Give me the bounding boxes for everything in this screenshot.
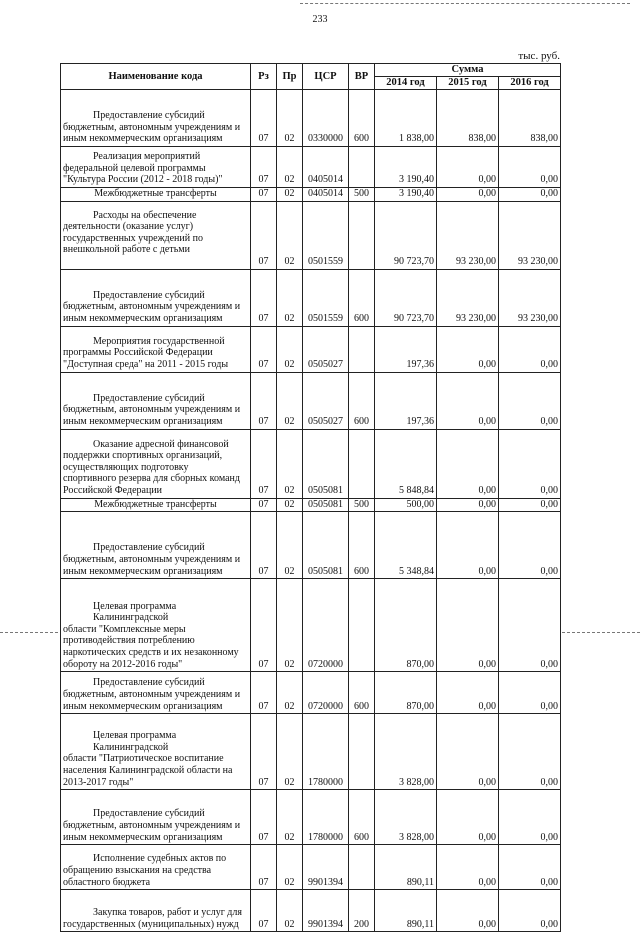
row-2015: 93 230,00 xyxy=(437,201,499,269)
row-2015: 0,00 xyxy=(437,579,499,672)
row-name-line: иным некоммерческим организациям xyxy=(63,700,223,712)
row-name xyxy=(61,672,251,714)
row-pr: 02 xyxy=(277,372,303,429)
header-pr: Пр xyxy=(277,64,303,90)
row-name-line: Предоставление субсидий xyxy=(93,110,205,122)
row-vr: 500 xyxy=(349,188,375,202)
row-pr: 02 xyxy=(277,201,303,269)
row-2015: 0,00 xyxy=(437,188,499,202)
row-rz: 07 xyxy=(251,672,277,714)
row-csr: 0501559 xyxy=(303,201,349,269)
row-name-line: бюджетным, автономным учреждениям и xyxy=(63,301,241,313)
row-rz: 07 xyxy=(251,498,277,512)
row-name-line xyxy=(63,381,248,393)
row-name-line: Российской Федерации xyxy=(63,485,163,496)
row-name-line: Целевая программа Калининградской xyxy=(93,730,177,753)
row-rz: 07 xyxy=(251,845,277,890)
row-vr xyxy=(349,714,375,790)
row-name xyxy=(61,372,251,429)
table-body xyxy=(61,90,561,932)
row-2016: 0,00 xyxy=(499,372,561,429)
row-rz: 07 xyxy=(251,512,277,579)
row-name-line: Расходы на обеспечение xyxy=(93,209,197,221)
row-rz: 07 xyxy=(251,714,277,790)
header-csr: ЦСР xyxy=(303,64,349,90)
row-name-line: государственных (муниципальных) нужд xyxy=(63,918,239,930)
table-row xyxy=(61,188,561,202)
row-csr: 0405014 xyxy=(303,147,349,188)
row-vr xyxy=(349,579,375,672)
row-csr: 0505081 xyxy=(303,498,349,512)
row-2016: 0,00 xyxy=(499,672,561,714)
row-name-line: бюджетным, автономным учреждениям и xyxy=(63,554,241,565)
row-name-line: Межбюджетные трансферты xyxy=(94,498,217,510)
row-pr: 02 xyxy=(277,147,303,188)
row-name-line: Предоставление субсидий xyxy=(93,542,205,554)
row-name-line: государственных учреждений по xyxy=(63,232,203,244)
table-row xyxy=(61,372,561,429)
row-2016: 0,00 xyxy=(499,579,561,672)
row-name xyxy=(61,512,251,579)
row-csr: 1780000 xyxy=(303,714,349,790)
row-rz: 07 xyxy=(251,188,277,202)
row-vr: 600 xyxy=(349,512,375,579)
row-2015: 0,00 xyxy=(437,512,499,579)
row-2014: 3 828,00 xyxy=(375,790,437,845)
header-2014: 2014 год xyxy=(375,77,437,90)
row-2016: 0,00 xyxy=(499,188,561,202)
table-row xyxy=(61,714,561,790)
row-vr xyxy=(349,845,375,890)
row-pr: 02 xyxy=(277,498,303,512)
row-rz: 07 xyxy=(251,326,277,372)
row-vr: 500 xyxy=(349,498,375,512)
scan-line-right xyxy=(562,632,640,633)
row-2014: 1 838,00 xyxy=(375,90,437,147)
row-2016: 0,00 xyxy=(499,845,561,890)
row-name-line: иным некоммерческим организациям xyxy=(63,313,223,324)
header-vr: ВР xyxy=(349,64,375,90)
table-row xyxy=(61,845,561,890)
row-rz: 07 xyxy=(251,201,277,269)
row-csr: 0505081 xyxy=(303,512,349,579)
row-2014: 890,11 xyxy=(375,845,437,890)
row-pr: 02 xyxy=(277,188,303,202)
row-2015: 0,00 xyxy=(437,890,499,932)
row-name-line: осуществляющих подготовку xyxy=(63,461,189,473)
row-name-line: "Культура России (2012 - 2018 годы)" xyxy=(63,174,223,186)
row-2015: 0,00 xyxy=(437,372,499,429)
row-name xyxy=(61,790,251,845)
row-rz: 07 xyxy=(251,790,277,845)
row-rz: 07 xyxy=(251,372,277,429)
row-name xyxy=(61,845,251,890)
header-2015: 2015 год xyxy=(437,77,499,90)
row-name xyxy=(61,714,251,790)
row-name-line: федеральной целевой программы xyxy=(63,162,206,174)
row-name-line xyxy=(63,895,248,907)
row-name xyxy=(61,188,251,202)
row-name-line: противодействия потреблению xyxy=(63,635,195,647)
row-name-line: Мероприятия государственной xyxy=(93,335,225,347)
row-name-line: бюджетным, автономным учреждениям и xyxy=(63,404,241,416)
row-vr xyxy=(349,147,375,188)
row-csr: 0505081 xyxy=(303,429,349,498)
row-2016: 93 230,00 xyxy=(499,201,561,269)
table-row xyxy=(61,90,561,147)
row-rz: 07 xyxy=(251,579,277,672)
row-rz: 07 xyxy=(251,429,277,498)
row-2014: 197,36 xyxy=(375,372,437,429)
row-csr: 0405014 xyxy=(303,188,349,202)
row-pr: 02 xyxy=(277,890,303,932)
row-vr: 600 xyxy=(349,269,375,326)
row-2015: 0,00 xyxy=(437,498,499,512)
row-2015: 838,00 xyxy=(437,90,499,147)
row-pr: 02 xyxy=(277,512,303,579)
row-pr: 02 xyxy=(277,845,303,890)
header-sum: Сумма xyxy=(375,64,561,77)
row-vr: 200 xyxy=(349,890,375,932)
row-name xyxy=(61,201,251,269)
row-name-line xyxy=(63,797,248,809)
row-name-line: бюджетным, автономным учреждениям и xyxy=(63,121,241,133)
row-name-line: области "Комплексные меры xyxy=(63,623,186,635)
row-name-line: спортивного резерва для сборных команд xyxy=(63,473,240,485)
row-2016: 0,00 xyxy=(499,714,561,790)
row-name-line xyxy=(63,256,248,268)
row-rz: 07 xyxy=(251,147,277,188)
row-2015: 0,00 xyxy=(437,147,499,188)
row-pr: 02 xyxy=(277,579,303,672)
row-2014: 197,36 xyxy=(375,326,437,372)
row-name-line: Предоставление субсидий xyxy=(93,677,205,689)
row-2016: 838,00 xyxy=(499,90,561,147)
row-vr xyxy=(349,326,375,372)
row-2014: 5 348,84 xyxy=(375,512,437,579)
row-name-line: Закупка товаров, работ и услуг для xyxy=(93,907,242,918)
scan-line-left xyxy=(0,632,58,633)
row-csr: 0720000 xyxy=(303,579,349,672)
row-name-line: иным некоммерческим организациям xyxy=(63,416,223,427)
row-name-line: наркотических средств и их незаконному xyxy=(63,647,239,658)
table-row xyxy=(61,429,561,498)
row-name-line: области "Патриотическое воспитание xyxy=(63,753,224,765)
row-name-line: Исполнение судебных актов по xyxy=(93,853,227,865)
row-pr: 02 xyxy=(277,790,303,845)
row-name xyxy=(61,498,251,512)
row-name-line: 2013-2017 годы" xyxy=(63,776,134,788)
row-2014: 890,11 xyxy=(375,890,437,932)
row-vr: 600 xyxy=(349,90,375,147)
row-pr: 02 xyxy=(277,714,303,790)
row-csr: 0720000 xyxy=(303,672,349,714)
row-name-line: иным некоммерческим организациям xyxy=(63,565,223,577)
row-name-line: Реализация мероприятий xyxy=(93,151,201,163)
row-vr: 600 xyxy=(349,790,375,845)
row-rz: 07 xyxy=(251,269,277,326)
row-2015: 0,00 xyxy=(437,790,499,845)
row-name-line: Оказание адресной финансовой xyxy=(93,438,229,450)
row-csr: 0501559 xyxy=(303,269,349,326)
row-2014: 5 848,84 xyxy=(375,429,437,498)
row-pr: 02 xyxy=(277,672,303,714)
row-csr: 0330000 xyxy=(303,90,349,147)
row-2016: 0,00 xyxy=(499,512,561,579)
row-name-line: внешкольной работе с детьми xyxy=(63,244,190,256)
row-2016: 0,00 xyxy=(499,498,561,512)
row-name-line: Целевая программа Калининградской xyxy=(93,600,177,624)
table-row xyxy=(61,890,561,932)
row-vr: 600 xyxy=(349,372,375,429)
row-2014: 500,00 xyxy=(375,498,437,512)
row-2015: 0,00 xyxy=(437,714,499,790)
row-name-line: программы Российской Федерации xyxy=(63,347,213,359)
row-name xyxy=(61,90,251,147)
row-2014: 3 190,40 xyxy=(375,147,437,188)
row-name-line xyxy=(63,531,248,543)
row-name-line: поддержки спортивных организаций, xyxy=(63,450,223,462)
row-name-line: Предоставление субсидий xyxy=(93,808,205,820)
table-row xyxy=(61,201,561,269)
row-2014: 90 723,70 xyxy=(375,269,437,326)
row-name-line: Межбюджетные трансферты xyxy=(94,188,217,199)
table-row xyxy=(61,672,561,714)
row-2016: 0,00 xyxy=(499,147,561,188)
scan-line-top xyxy=(300,3,630,4)
row-name xyxy=(61,326,251,372)
row-name-line: обращению взыскания на средства xyxy=(63,865,212,876)
row-2016: 0,00 xyxy=(499,429,561,498)
table-row xyxy=(61,512,561,579)
row-csr: 0505027 xyxy=(303,326,349,372)
table-row xyxy=(61,498,561,512)
row-2015: 0,00 xyxy=(437,326,499,372)
row-name-line xyxy=(63,589,248,601)
row-name xyxy=(61,890,251,932)
row-pr: 02 xyxy=(277,429,303,498)
row-name-line: деятельности (оказание услуг) xyxy=(63,221,194,233)
row-vr xyxy=(349,429,375,498)
table-row xyxy=(61,579,561,672)
row-name xyxy=(61,147,251,188)
row-name-line: "Доступная среда" на 2011 - 2015 годы xyxy=(63,359,229,370)
row-2014: 870,00 xyxy=(375,672,437,714)
row-name xyxy=(61,579,251,672)
row-2015: 0,00 xyxy=(437,845,499,890)
row-name-line xyxy=(63,278,248,290)
table-row xyxy=(61,326,561,372)
row-2015: 0,00 xyxy=(437,672,499,714)
row-pr: 02 xyxy=(277,90,303,147)
row-2016: 0,00 xyxy=(499,790,561,845)
row-name-line: иным некоммерческим организациям xyxy=(63,831,223,843)
units-label: тыс. руб. xyxy=(518,50,560,62)
row-2014: 3 828,00 xyxy=(375,714,437,790)
page-number: 233 xyxy=(312,14,328,25)
table-row xyxy=(61,790,561,845)
row-name-line: населения Калининградской области на xyxy=(63,765,233,776)
row-rz: 07 xyxy=(251,890,277,932)
row-2014: 3 190,40 xyxy=(375,188,437,202)
table-row xyxy=(61,147,561,188)
row-csr: 0505027 xyxy=(303,372,349,429)
row-rz: 07 xyxy=(251,90,277,147)
header-rz: Рз xyxy=(251,64,277,90)
row-pr: 02 xyxy=(277,269,303,326)
row-2015: 0,00 xyxy=(437,429,499,498)
header-2016: 2016 год xyxy=(499,77,561,90)
row-name-line: обороту на 2012-2016 годы" xyxy=(63,658,183,670)
row-pr: 02 xyxy=(277,326,303,372)
row-vr: 600 xyxy=(349,672,375,714)
row-csr: 9901394 xyxy=(303,890,349,932)
row-name xyxy=(61,269,251,326)
row-name-line xyxy=(63,99,248,111)
row-name-line: Предоставление субсидий xyxy=(93,289,205,301)
row-name-line: иным некоммерческим организациям xyxy=(63,133,223,145)
budget-table xyxy=(60,63,561,932)
row-2014: 90 723,70 xyxy=(375,201,437,269)
row-name-line: областного бюджета xyxy=(63,876,151,888)
table-row xyxy=(61,269,561,326)
row-2016: 0,00 xyxy=(499,326,561,372)
row-2016: 93 230,00 xyxy=(499,269,561,326)
row-name-line: бюджетным, автономным учреждениям и xyxy=(63,820,241,831)
row-2014: 870,00 xyxy=(375,579,437,672)
row-csr: 9901394 xyxy=(303,845,349,890)
row-name-line: Предоставление субсидий xyxy=(93,392,205,404)
row-name xyxy=(61,429,251,498)
row-2015: 93 230,00 xyxy=(437,269,499,326)
row-name-line: бюджетным, автономным учреждениям и xyxy=(63,689,241,700)
row-csr: 1780000 xyxy=(303,790,349,845)
header-name: Наименование кода xyxy=(61,64,251,90)
row-2016: 0,00 xyxy=(499,890,561,932)
row-vr xyxy=(349,201,375,269)
